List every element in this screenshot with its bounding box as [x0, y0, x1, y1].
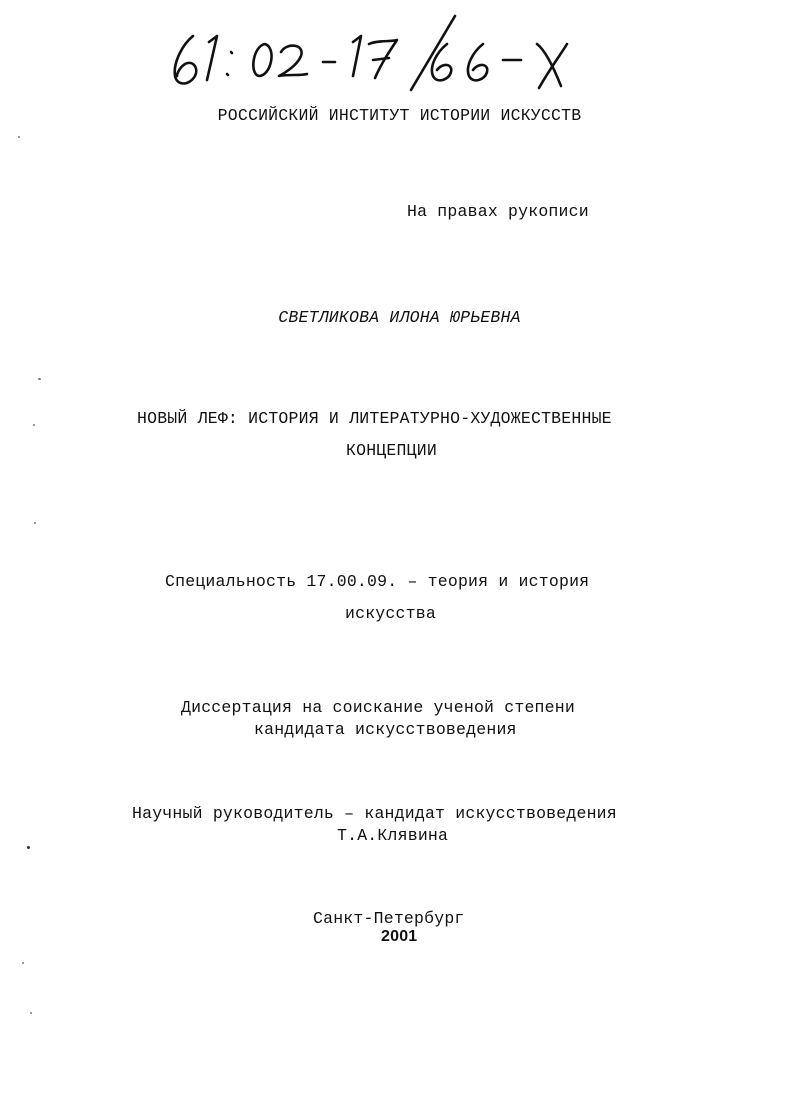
dissertation-title-line-2: КОНЦЕПЦИИ — [346, 441, 437, 460]
degree-line-1: Диссертация на соискание ученой степени — [181, 698, 575, 717]
city: Санкт-Петербург — [313, 909, 465, 928]
degree-line-2: кандидата искусствоведения — [254, 720, 517, 739]
supervisor-line-1: Научный руководитель – кандидат искусствоведения — [132, 804, 617, 823]
specialty-line-2: искусства — [345, 604, 436, 623]
handwritten-archive-code — [165, 14, 595, 94]
manuscript-rights-note: На правах рукописи — [407, 202, 589, 221]
scan-speck — [38, 378, 41, 380]
handwritten-archive-code-drawing — [165, 14, 595, 94]
scan-speck — [18, 136, 20, 138]
year: 2001 — [381, 928, 418, 945]
scan-speck — [22, 962, 24, 964]
dissertation-title-line-1: НОВЫЙ ЛЕФ: ИСТОРИЯ И ЛИТЕРАТУРНО-ХУДОЖЕСТВЕННЫЕ — [137, 409, 612, 428]
author-name: СВЕТЛИКОВА ИЛОНА ЮРЬЕВНА — [278, 308, 521, 327]
scan-speck — [34, 522, 36, 524]
supervisor-name: Т.А.Клявина — [337, 826, 449, 845]
institute-name: РОССИЙСКИЙ ИНСТИТУТ ИСТОРИИ ИСКУССТВ — [217, 106, 582, 125]
specialty-line-1: Специальность 17.00.09. – теория и история — [165, 572, 590, 591]
scan-speck — [27, 846, 30, 849]
scan-speck — [30, 1012, 32, 1014]
scan-speck — [33, 424, 35, 426]
